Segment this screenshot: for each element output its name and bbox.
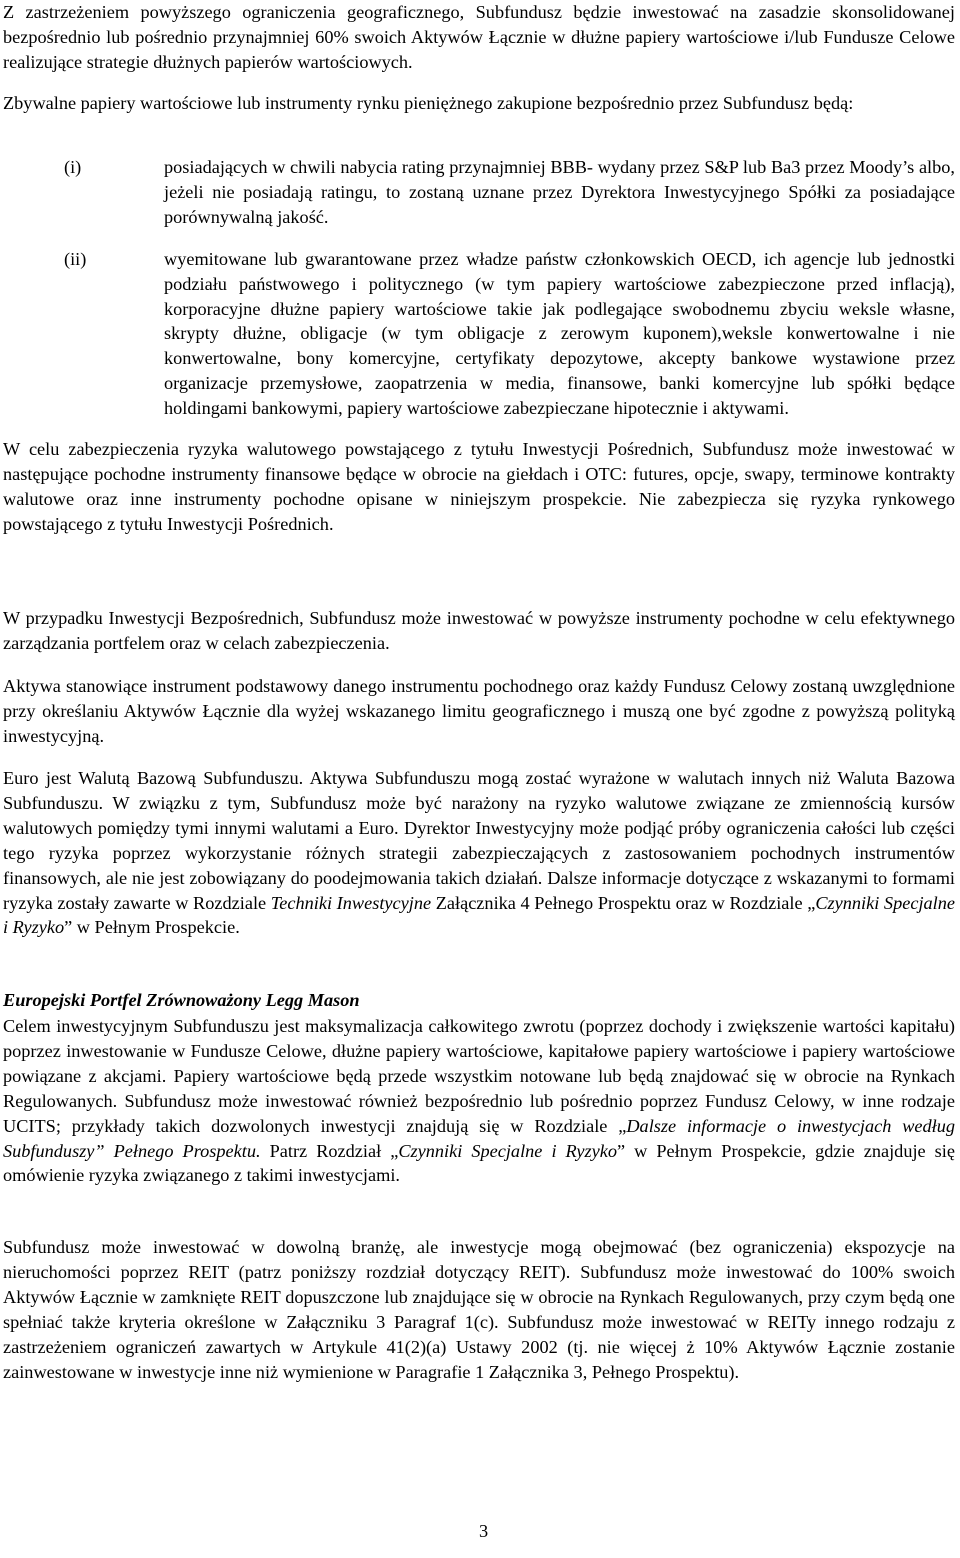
list-item-text: wyemitowane lub gwarantowane przez władze państw członkowskich OECD, ich agencje lub jednostki podziału państwowego i politycznego (w tym papiery wartościowe zabezpieczone przed inflacją), korporacyjne dłużne papiery wartościowe takie jak podlegające swobodnemu zbyciu weksle własne, skrypty dłużne, obligacje (w tym obligacje z zerowym kuponem),weksle konwertowalne i nie konwertowalne, bony komercyjne, certyfikaty depozytowe, akcepty bankowe wystawione przez organizacje przemysłowe, zaopatrzenia w media, finansowe, banki komercyjne lub spółki będące holdingami bankowymi, papiery wartościowe zabezpieczane hipotecznie i aktywami. (164, 248, 955, 419)
list-item-number: (ii) (64, 248, 87, 269)
list-item (3, 247, 955, 421)
paragraph-currency-hedging: W celu zabezpieczenia ryzyka walutowego powstającego z tytułu Inwestycji Pośrednich, Subfundusz może inwestować w następujące pochodne instrumenty finansowe będące w obrocie na giełdach i OTC: futures, opcje, swapy, terminowe kontrakty walutowe oraz inne instrumenty pochodne opisane w niniejszym prospekcie. Nie zabezpiecza się ryzyka rynkowego powstającego z tytułu Inwestycji Pośrednich. (3, 439, 955, 534)
paragraph-geographic-limit: Z zastrzeżeniem powyższego ograniczenia geograficznego, Subfundusz będzie inwestować na zasadzie skonsolidowanej bezpośrednio lub pośrednio przynajmniej 60% swoich Aktywów Łącznie w dłużne papiery wartościowe i/lub Fundusze Celowe realizujące strategie dłużnych papierów wartościowych. (3, 2, 955, 72)
text-run: ” w Pełnym Prospekcie, gdzie znajduje się omówienie ryzyka związanego z takimi inwestycjami. (3, 1140, 955, 1186)
paragraph-transferable-securities: Zbywalne papiery wartościowe lub instrumenty rynku pieniężnego zakupione bezpośrednio przez Subfundusz będą: (3, 93, 854, 113)
text-run: ” w Pełnym Prospekcie. (64, 917, 240, 938)
section-reference: Czynniki Specjalne i Ryzyko (3, 892, 955, 938)
section-heading: Europejski Portfel Zrównoważony Legg Mason (3, 990, 360, 1010)
list-item (3, 155, 955, 230)
section-reference: Czynniki Specjalne i Ryzyko (398, 1140, 617, 1161)
criteria-list (3, 155, 955, 421)
section-reference: Techniki Inwestycyjne (270, 892, 432, 913)
text-run: Celem inwestycyjnym Subfunduszu jest maksymalizacja całkowitego zwrotu (poprzez dochody i zwiększenie wartości kapitału) poprzez inwestowanie w Fundusze Celowe, dłużne papiery wartościowe, kapitałowe papiery wartościowe i papiery wartościowe powiązane z akcjami. Papiery wartościowe będą przede wszystkim notowane lub będą znajdować się w obrocie na Rynkach Regulowanych. Subfundusz może inwestować również bezpośrednio lub pośrednio poprzez Fundusz Celowy, w inne rodzaje UCITS; przykłady takich dozwolonych inwestycji znajdują się w Rozdziale „ (3, 1016, 955, 1136)
paragraph-base-currency (3, 766, 955, 940)
page-number: 3 (479, 1521, 489, 1541)
paragraph-direct-investments: W przypadku Inwestycji Bezpośrednich, Subfundusz może inwestować w powyższe instrumenty pochodne w celu efektywnego zarządzania portfelem oraz w celach zabezpieczenia. (3, 608, 955, 653)
paragraph-reit-investments: Subfundusz może inwestować w dowolną branżę, ale inwestycje mogą obejmować (bez ograniczenia) ekspozycje na nieruchomości poprzez REIT (patrz poniższy rozdział dotyczący REIT). Subfundusz może inwestować do 100% swoich Aktywów Łącznie w zamknięte REIT dopuszczone lub znajdujące się w obrocie na Rynkach Regulowanych, przy czym będą one spełniać także kryteria określone w Załączniku 3 Paragraf 1(c). Subfundusz może inwestować w REITy innego rodzaju z zastrzeżeniem ograniczeń zawartych w Artykule 41(2)(a) Ustawy 2002 (tj. nie więcej ż 10% Aktywów Łącznie zostanie zainwestowane w inwestycje inne niż wymienione w Paragrafie 1 Załącznika 3, Pełnego Prospektu). (3, 1237, 955, 1382)
list-item-text: posiadających w chwili nabycia rating przynajmniej BBB- wydany przez S&P lub Ba3 przez Moody’s albo, jeżeli nie posiadają ratingu, to zostaną uznane przez Dyrektora Inwestycyjnego Spółki za posiadające porównywalną jakość. (164, 157, 955, 227)
list-item-number: (i) (64, 157, 82, 177)
paragraph-investment-objective (3, 1014, 955, 1188)
paragraph-underlying-assets: Aktywa stanowiące instrument podstawowy danego instrumentu pochodnego oraz każdy Fundusz Celowy zostaną uwzględnione przy określaniu Aktywów Łącznie dla wyżej wskazanego limitu geograficznego i muszą one być zgodne z powyższą polityką inwestycyjną. (3, 676, 955, 746)
text-run: Patrz Rozdział „ (260, 1140, 399, 1161)
text-run: Euro jest Walutą Bazową Subfunduszu. Aktywa Subfunduszu mogą zostać wyrażone w walutach innych niż Waluta Bazowa Subfunduszu. W związku z tym, Subfundusz może być narażony na ryzyko walutowe związane ze zmiennością kursów walutowych pomiędzy tymi innymi walutami a Euro. Dyrektor Inwestycyjny może podjąć próby ograniczenia całości lub części tego ryzyka poprzez wykorzystanie różnych strategii zabezpieczających z zastosowaniem pochodnych instrumentów finansowych, ale nie jest zobowiązany do poodejmowania takich działań. Dalsze informacje dotyczące z wskazanymi to formami ryzyka zostały zawarte w Rozdziale (3, 768, 955, 913)
section-reference: Dalsze informacje o inwestycjach według Subfunduszy” Pełnego Prospektu. (3, 1115, 955, 1161)
text-run: Załącznika 4 Pełnego Prospektu oraz w Rozdziale „ (431, 892, 816, 913)
